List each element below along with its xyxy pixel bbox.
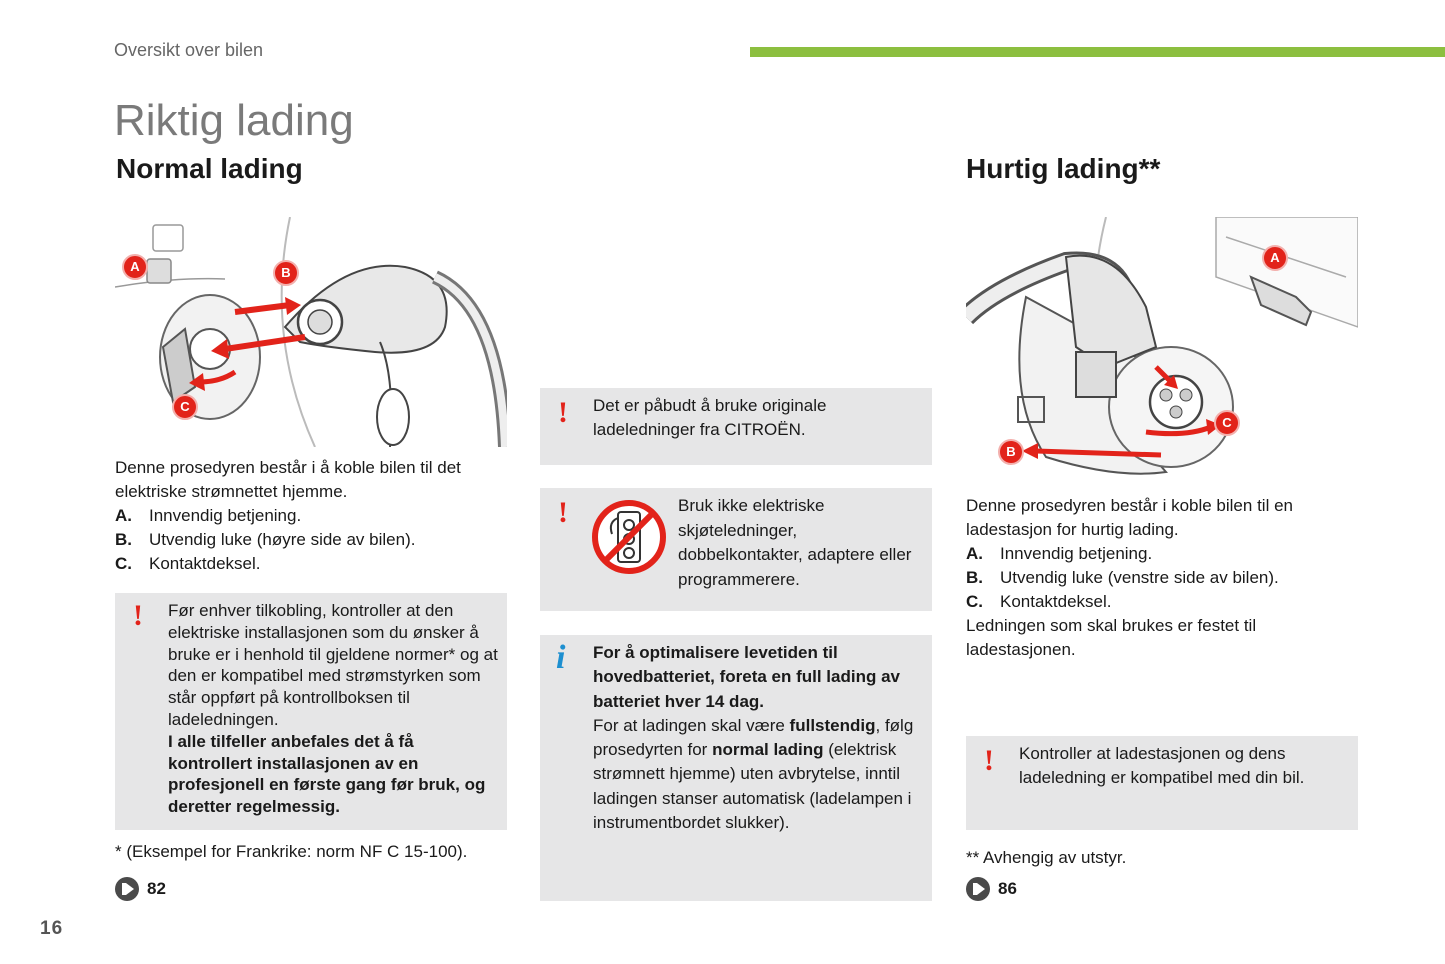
battery-info-text: , følg prosedyrten for — [593, 715, 914, 760]
list-key: B. — [115, 530, 132, 549]
fast-item-list — [966, 542, 1358, 614]
list-text: Innvendig betjening. — [1000, 544, 1153, 563]
list-key: C. — [966, 592, 983, 611]
normal-heading: Normal lading — [116, 153, 303, 184]
warning-icon: ! — [558, 496, 568, 529]
normal-intro — [115, 456, 510, 576]
list-text: Kontaktdeksel. — [149, 554, 261, 573]
list-text: Utvendig luke (høyre side av bilen). — [149, 530, 416, 549]
battery-info-text: (elektrisk strømnett hjemme) uten avbrytelse, inntil ladingen stanser automatisk (ladelampen i instrumentbordet slukker). — [593, 740, 912, 833]
battery-info-content — [593, 641, 923, 835]
page-reference-icon — [115, 877, 139, 901]
warning-icon: ! — [558, 396, 568, 429]
battery-info-emphasis: fullstendig — [789, 715, 876, 735]
list-key: A. — [966, 544, 983, 563]
fast-page-reference[interactable] — [966, 877, 1017, 901]
extension-cord-warning-box — [540, 488, 932, 611]
normal-warning-content — [168, 600, 498, 818]
list-item — [966, 542, 1358, 566]
list-item — [966, 566, 1358, 590]
page-reference-icon — [966, 877, 990, 901]
list-item — [115, 504, 510, 528]
list-item — [115, 552, 510, 576]
list-item — [115, 528, 510, 552]
normal-warning-text: Før enhver tilkobling, kontroller at den elektriske installasjonen som du ønsker å bruke er i henhold til gjeldene normer* og at den er kompatibel med strømstyrken som står oppført på kontrollboksen til ladeledningen. — [168, 601, 498, 729]
list-text: Utvendig luke (venstre side av bilen). — [1000, 568, 1279, 587]
normal-charging-illustration — [115, 217, 507, 447]
page-title: Riktig lading — [114, 96, 354, 145]
fast-charging-illustration — [966, 217, 1358, 479]
accent-bar — [750, 47, 1445, 57]
page-reference-number: 86 — [998, 879, 1017, 898]
battery-info-box — [540, 635, 932, 901]
normal-warning-bold: I alle tilfeller anbefales det å få kontrollert installasjonen av en profesjonell en første gang før bruk, og deretter regelmessig. — [168, 731, 486, 817]
normal-warning-box — [115, 593, 507, 830]
info-icon: i — [556, 639, 566, 676]
normal-page-reference[interactable] — [115, 877, 166, 901]
original-cable-warning-box — [540, 388, 932, 465]
fast-heading: Hurtig lading** — [966, 153, 1161, 184]
figure-label-b: B — [998, 439, 1024, 465]
figure-label-c: C — [1214, 410, 1240, 436]
page-number: 16 — [40, 918, 64, 939]
normal-item-list — [115, 504, 510, 576]
warning-icon: ! — [133, 599, 143, 632]
list-text: Kontaktdeksel. — [1000, 592, 1112, 611]
section-label: Oversikt over bilen — [114, 40, 264, 60]
figure-label-b: B — [273, 260, 299, 286]
figure-label-a: A — [1262, 245, 1288, 271]
fast-cable-note: Ledningen som skal brukes er festet til ladestasjonen. — [966, 616, 1257, 659]
fast-footnote: ** Avhengig av utstyr. — [966, 848, 1127, 867]
fast-intro-text: Denne prosedyren består i koble bilen til en ladestasjon for hurtig lading. — [966, 496, 1293, 539]
battery-info-emphasis: normal lading — [712, 740, 824, 760]
fast-warning-box — [966, 736, 1358, 830]
figure-label-a: A — [122, 254, 148, 280]
page-reference-number: 82 — [147, 879, 166, 898]
list-key: B. — [966, 568, 983, 587]
fast-intro — [966, 494, 1358, 662]
fast-warning-text: Kontroller at ladestasjonen og dens ladeledning er kompatibel med din bil. — [1019, 744, 1305, 787]
battery-info-bold: For å optimalisere levetiden til hovedbatteriet, foreta en full lading av batteriet hver 14 dag. — [593, 643, 900, 711]
list-key: C. — [115, 554, 132, 573]
normal-intro-text: Denne prosedyren består i å koble bilen til det elektriske strømnettet hjemme. — [115, 458, 461, 501]
list-key: A. — [115, 506, 132, 525]
figure-label-c: C — [172, 394, 198, 420]
original-cable-warning-text: Det er påbudt å bruke originale ladeledninger fra CITROËN. — [593, 396, 827, 439]
no-extension-cord-icon — [590, 498, 668, 576]
warning-icon: ! — [984, 744, 994, 777]
battery-info-text: For at ladingen skal være — [593, 715, 790, 735]
extension-cord-warning-text: Bruk ikke elektriske skjøteledninger, dobbelkontakter, adaptere eller programmerere. — [678, 496, 912, 589]
list-text: Innvendig betjening. — [149, 506, 302, 525]
normal-footnote: * (Eksempel for Frankrike: norm NF C 15-100). — [115, 842, 468, 861]
list-item — [966, 590, 1358, 614]
